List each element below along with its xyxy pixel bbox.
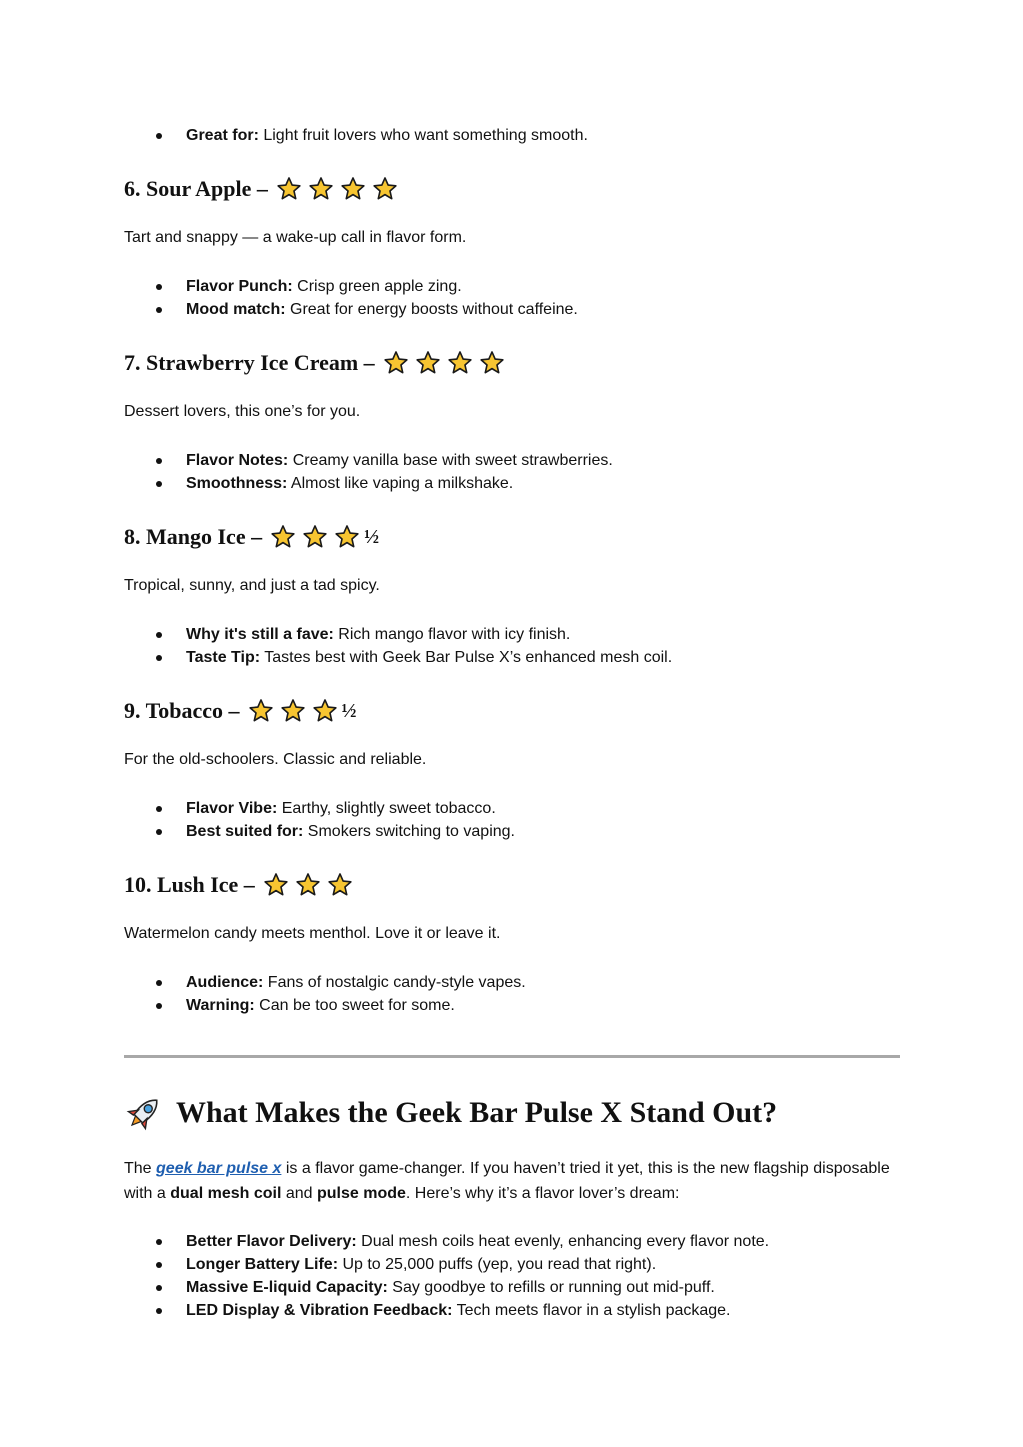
flavor-bullet-list — [124, 971, 526, 1017]
star-icon — [302, 524, 328, 550]
list-item: Better Flavor Delivery: Dual mesh coils heat evenly, enhancing every flavor note. — [124, 1230, 769, 1253]
list-item: Massive E-liquid Capacity: Say goodbye to refills or running out mid-puff. — [124, 1276, 769, 1299]
list-item: Warning: Can be too sweet for some. — [124, 994, 526, 1017]
star-icon — [334, 524, 360, 550]
star-icon — [383, 350, 409, 376]
star-icon — [270, 524, 296, 550]
star-icon — [312, 698, 338, 724]
star-icon — [295, 872, 321, 898]
rocket-icon — [124, 1093, 164, 1133]
flavor-bullet-list — [124, 623, 672, 669]
half-star-text: ½ — [364, 526, 380, 548]
flavor-title: 9. Tobacco – — [124, 698, 240, 723]
half-star-text: ½ — [341, 700, 357, 722]
section-divider — [124, 1055, 900, 1058]
list-item: Why it's still a fave: Rich mango flavor with icy finish. — [124, 623, 672, 646]
star-rating — [263, 872, 359, 898]
flavor-heading-lush-ice — [124, 870, 359, 900]
list-item: Flavor Vibe: Earthy, slightly sweet tobacco. — [124, 797, 515, 820]
star-icon — [415, 350, 441, 376]
flavor-bullet-list — [124, 275, 578, 321]
list-item: Flavor Notes: Creamy vanilla base with sweet strawberries. — [124, 449, 613, 472]
flavor-bullet-list — [124, 797, 515, 843]
flavor-heading-tobacco — [124, 696, 357, 726]
star-icon — [280, 698, 306, 724]
star-icon — [263, 872, 289, 898]
star-rating — [276, 176, 404, 202]
flavor-heading-mango-ice — [124, 522, 379, 552]
star-icon — [327, 872, 353, 898]
list-item: Mood match: Great for energy boosts without caffeine. — [124, 298, 578, 321]
flavor-bullet-list — [124, 449, 613, 495]
star-icon — [340, 176, 366, 202]
flavor-title: 8. Mango Ice – — [124, 524, 263, 549]
section-title: What Makes the Geek Bar Pulse X Stand Out? — [176, 1096, 778, 1129]
star-rating — [383, 350, 511, 376]
flavor-title: 7. Strawberry Ice Cream – — [124, 350, 375, 375]
section-heading — [124, 1093, 777, 1133]
flavor-intro: Dessert lovers, this one’s for you. — [124, 403, 361, 420]
flavor-heading-sour-apple — [124, 174, 404, 204]
feature-bullet-list — [124, 1230, 769, 1322]
star-icon — [248, 698, 274, 724]
flavor-intro: Tropical, sunny, and just a tad spicy. — [124, 577, 380, 594]
list-item: Great for: Light fruit lovers who want something smooth. — [124, 124, 588, 147]
flavor-heading-strawberry-ice-cream — [124, 348, 511, 378]
list-item: LED Display & Vibration Feedback: Tech meets flavor in a stylish package. — [124, 1299, 769, 1322]
list-item: Audience: Fans of nostalgic candy-style vapes. — [124, 971, 526, 994]
star-rating — [270, 522, 379, 552]
star-icon — [308, 176, 334, 202]
flavor-intro: For the old-schoolers. Classic and reliable. — [124, 751, 427, 768]
star-icon — [276, 176, 302, 202]
list-item: Longer Battery Life: Up to 25,000 puffs (yep, you read that right). — [124, 1253, 769, 1276]
flavor-intro: Tart and snappy — a wake-up call in flavor form. — [124, 229, 467, 246]
star-rating — [248, 696, 357, 726]
flavor-intro: Watermelon candy meets menthol. Love it or leave it. — [124, 925, 501, 942]
section-paragraph: The geek bar pulse x is a flavor game-changer. If you haven’t tried it yet, this is the new flagship disposable with a dual mesh coil and pulse mode. Here’s why it’s a flavor lover’s dream: — [124, 1160, 890, 1202]
intro-bullet-list — [124, 124, 588, 147]
list-item: Taste Tip: Tastes best with Geek Bar Pulse X’s enhanced mesh coil. — [124, 646, 672, 669]
list-item: Flavor Punch: Crisp green apple zing. — [124, 275, 578, 298]
flavor-title: 10. Lush Ice – — [124, 872, 255, 897]
star-icon — [447, 350, 473, 376]
star-icon — [372, 176, 398, 202]
flavor-title: 6. Sour Apple – — [124, 176, 268, 201]
list-item: Best suited for: Smokers switching to vaping. — [124, 820, 515, 843]
star-icon — [479, 350, 505, 376]
geek-bar-pulse-x-link[interactable]: geek bar pulse x — [156, 1160, 282, 1177]
list-item: Smoothness: Almost like vaping a milkshake. — [124, 472, 613, 495]
